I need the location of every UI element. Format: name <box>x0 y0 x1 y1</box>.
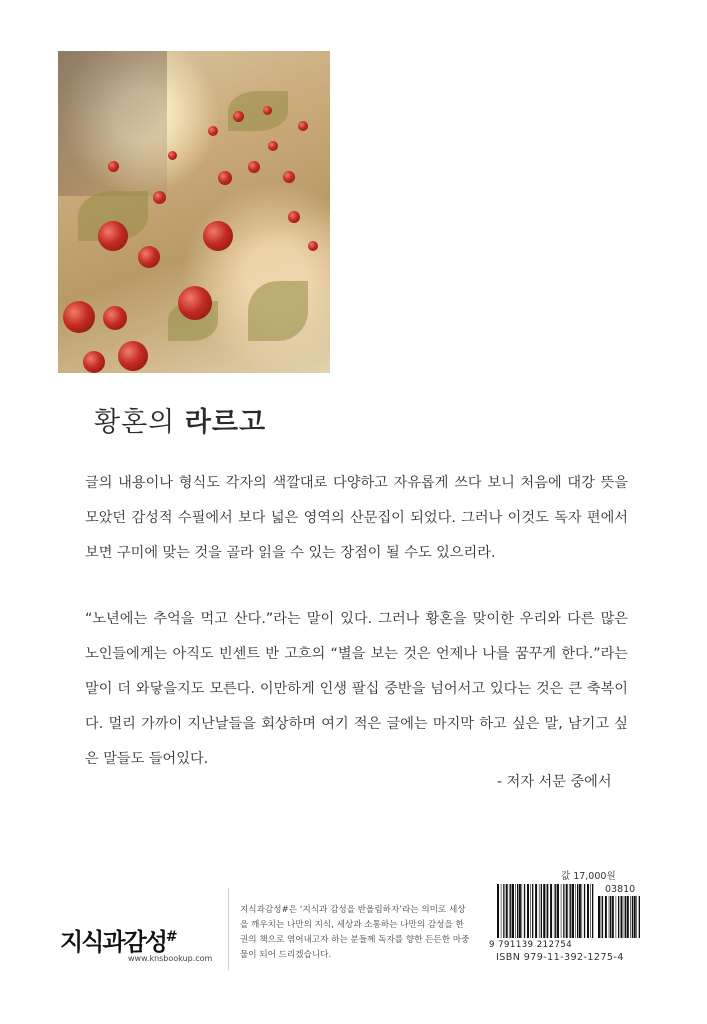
barcode-bar <box>554 884 555 938</box>
photo-berry <box>178 286 212 320</box>
book-title-bold: 라르고 <box>184 407 267 438</box>
blurb-paragraph-1: 글의 내용이나 형식도 각자의 색깔대로 다양하고 자유롭게 쓰다 보니 처음에 대강 뜻을 모았던 감성적 수필에서 보다 넓은 영역의 산문집이 되었다. 그러나 이것도 독자 편에서 보면 구미에 맞는 것을 골라 읽을 수 있는 장점이 될 수도 있으리라. <box>85 475 628 561</box>
barcode-bar <box>584 884 585 938</box>
barcode-bar <box>555 884 556 938</box>
photo-berry <box>218 171 232 185</box>
barcode-bar <box>612 896 614 938</box>
photo-berry <box>153 191 166 204</box>
barcode-digits: 9 791139 212754 <box>489 940 573 950</box>
addon-code: 03810 <box>605 884 636 895</box>
barcode-bar <box>572 884 574 938</box>
barcode-bar <box>512 884 514 938</box>
isbn: ISBN 979-11-392-1275-4 <box>496 952 624 963</box>
barcode-bar <box>546 884 547 938</box>
cover-photo-rosehips <box>58 51 330 373</box>
barcode-bar <box>616 896 617 938</box>
barcode-bar <box>547 884 548 938</box>
photo-berry <box>248 161 260 173</box>
barcode-bar <box>550 884 552 938</box>
barcode-bar <box>535 884 537 938</box>
photo-berry <box>298 121 308 131</box>
book-title-light: 황혼의 <box>94 407 176 438</box>
photo-berry <box>203 221 233 251</box>
photo-berry <box>308 241 318 251</box>
barcode-bar <box>590 884 591 938</box>
barcode-bar <box>587 884 589 938</box>
photo-berry <box>63 301 95 333</box>
logo-text: 지식과감성 <box>60 928 166 956</box>
barcode-bar <box>561 884 562 938</box>
book-title <box>94 400 266 439</box>
barcode-bar <box>532 884 533 938</box>
barcode-bar <box>624 896 625 938</box>
barcode-bar <box>598 896 600 938</box>
photo-berry <box>118 341 148 371</box>
publisher-url: www.knsbookup.com <box>128 954 213 963</box>
photo-berry <box>168 151 177 160</box>
barcode-bar <box>519 884 521 938</box>
photo-berry <box>268 141 278 151</box>
barcode-bar <box>639 896 640 938</box>
barcode-bar <box>575 884 576 938</box>
barcode-bar <box>566 884 568 938</box>
barcode-bar <box>541 884 542 938</box>
barcode-bar <box>625 896 626 938</box>
divider <box>228 888 229 970</box>
barcode-bar <box>522 884 523 938</box>
photo-berry <box>83 351 105 373</box>
photo-berry <box>103 306 127 330</box>
barcode-bar <box>509 884 510 938</box>
barcode-bar <box>605 896 607 938</box>
barcode-bar <box>634 896 636 938</box>
barcode-bar <box>557 884 559 938</box>
barcode-bar <box>610 896 611 938</box>
addon-barcode <box>598 896 640 938</box>
barcode-bar <box>569 884 570 938</box>
barcode-bar <box>539 884 540 938</box>
barcode-bar <box>506 884 508 938</box>
barcode-bar <box>630 896 631 938</box>
barcode-bar <box>563 884 564 938</box>
barcode-bar <box>627 896 629 938</box>
isbn-barcode <box>497 884 594 938</box>
price: 값 17,000원 <box>561 871 616 882</box>
photo-berry <box>288 211 300 223</box>
barcode-bar <box>510 884 511 938</box>
photo-leaf <box>248 281 308 341</box>
barcode-bar <box>517 884 518 938</box>
barcode-bar <box>503 884 504 938</box>
barcode-bar <box>621 896 623 938</box>
barcode-bar <box>497 884 499 938</box>
barcode-bar <box>636 896 637 938</box>
barcode-bar <box>602 896 603 938</box>
photo-berry <box>98 221 128 251</box>
publisher-description: 지식과감성#은 ‘지식과 감성을 반올림하자’라는 의미로 세상을 깨우치는 나만의 지식, 세상과 소통하는 나만의 감성을 한 권의 책으로 엮어내고자 하는 분들께 독자를 향한 든든한 마중물이 되어 드리겠습니다. <box>240 905 470 960</box>
barcode-bar <box>582 884 583 938</box>
logo-mark: # <box>165 929 176 945</box>
photo-shadow <box>58 51 167 196</box>
barcode-bar <box>570 884 571 938</box>
barcode-bar <box>515 884 516 938</box>
barcode-bar <box>524 884 525 938</box>
photo-berry <box>233 111 244 122</box>
photo-berry <box>138 246 160 268</box>
barcode-bar <box>609 896 610 938</box>
barcode-bar <box>530 884 531 938</box>
photo-berry <box>283 171 295 183</box>
photo-berry <box>208 126 218 136</box>
photo-berry <box>108 161 119 172</box>
blurb-paragraph-2: “노년에는 추억을 먹고 산다.”라는 말이 있다. 그러나 황혼을 맞이한 우리와 다른 많은 노인들에게는 아직도 빈센트 반 고흐의 “별을 보는 것은 언제나 나를 꿈꾸게 한다.”라는 말이 더 와닿을지도 모른다. 이만하게 인생 팔십 중반을 넘어서고 있다는 것은 큰 축복이다. 멀리 가까이 지난날들을 회상하며 여기 적은 글에는 마지막 하고 싶은 말, 남기고 싶은 말들도 들어있다. <box>85 611 628 767</box>
barcode-bar <box>632 896 633 938</box>
photo-berry <box>263 106 272 115</box>
publisher-logo <box>60 922 176 957</box>
attribution: - 저자 서문 중에서 <box>497 774 612 790</box>
barcode-bar <box>579 884 581 938</box>
barcode-bar <box>527 884 529 938</box>
barcode-bar <box>601 896 602 938</box>
barcode-bar <box>501 884 502 938</box>
barcode-bar <box>577 884 578 938</box>
barcode-bar <box>592 884 593 938</box>
barcode-bar <box>543 884 545 938</box>
barcode-bar <box>618 896 619 938</box>
